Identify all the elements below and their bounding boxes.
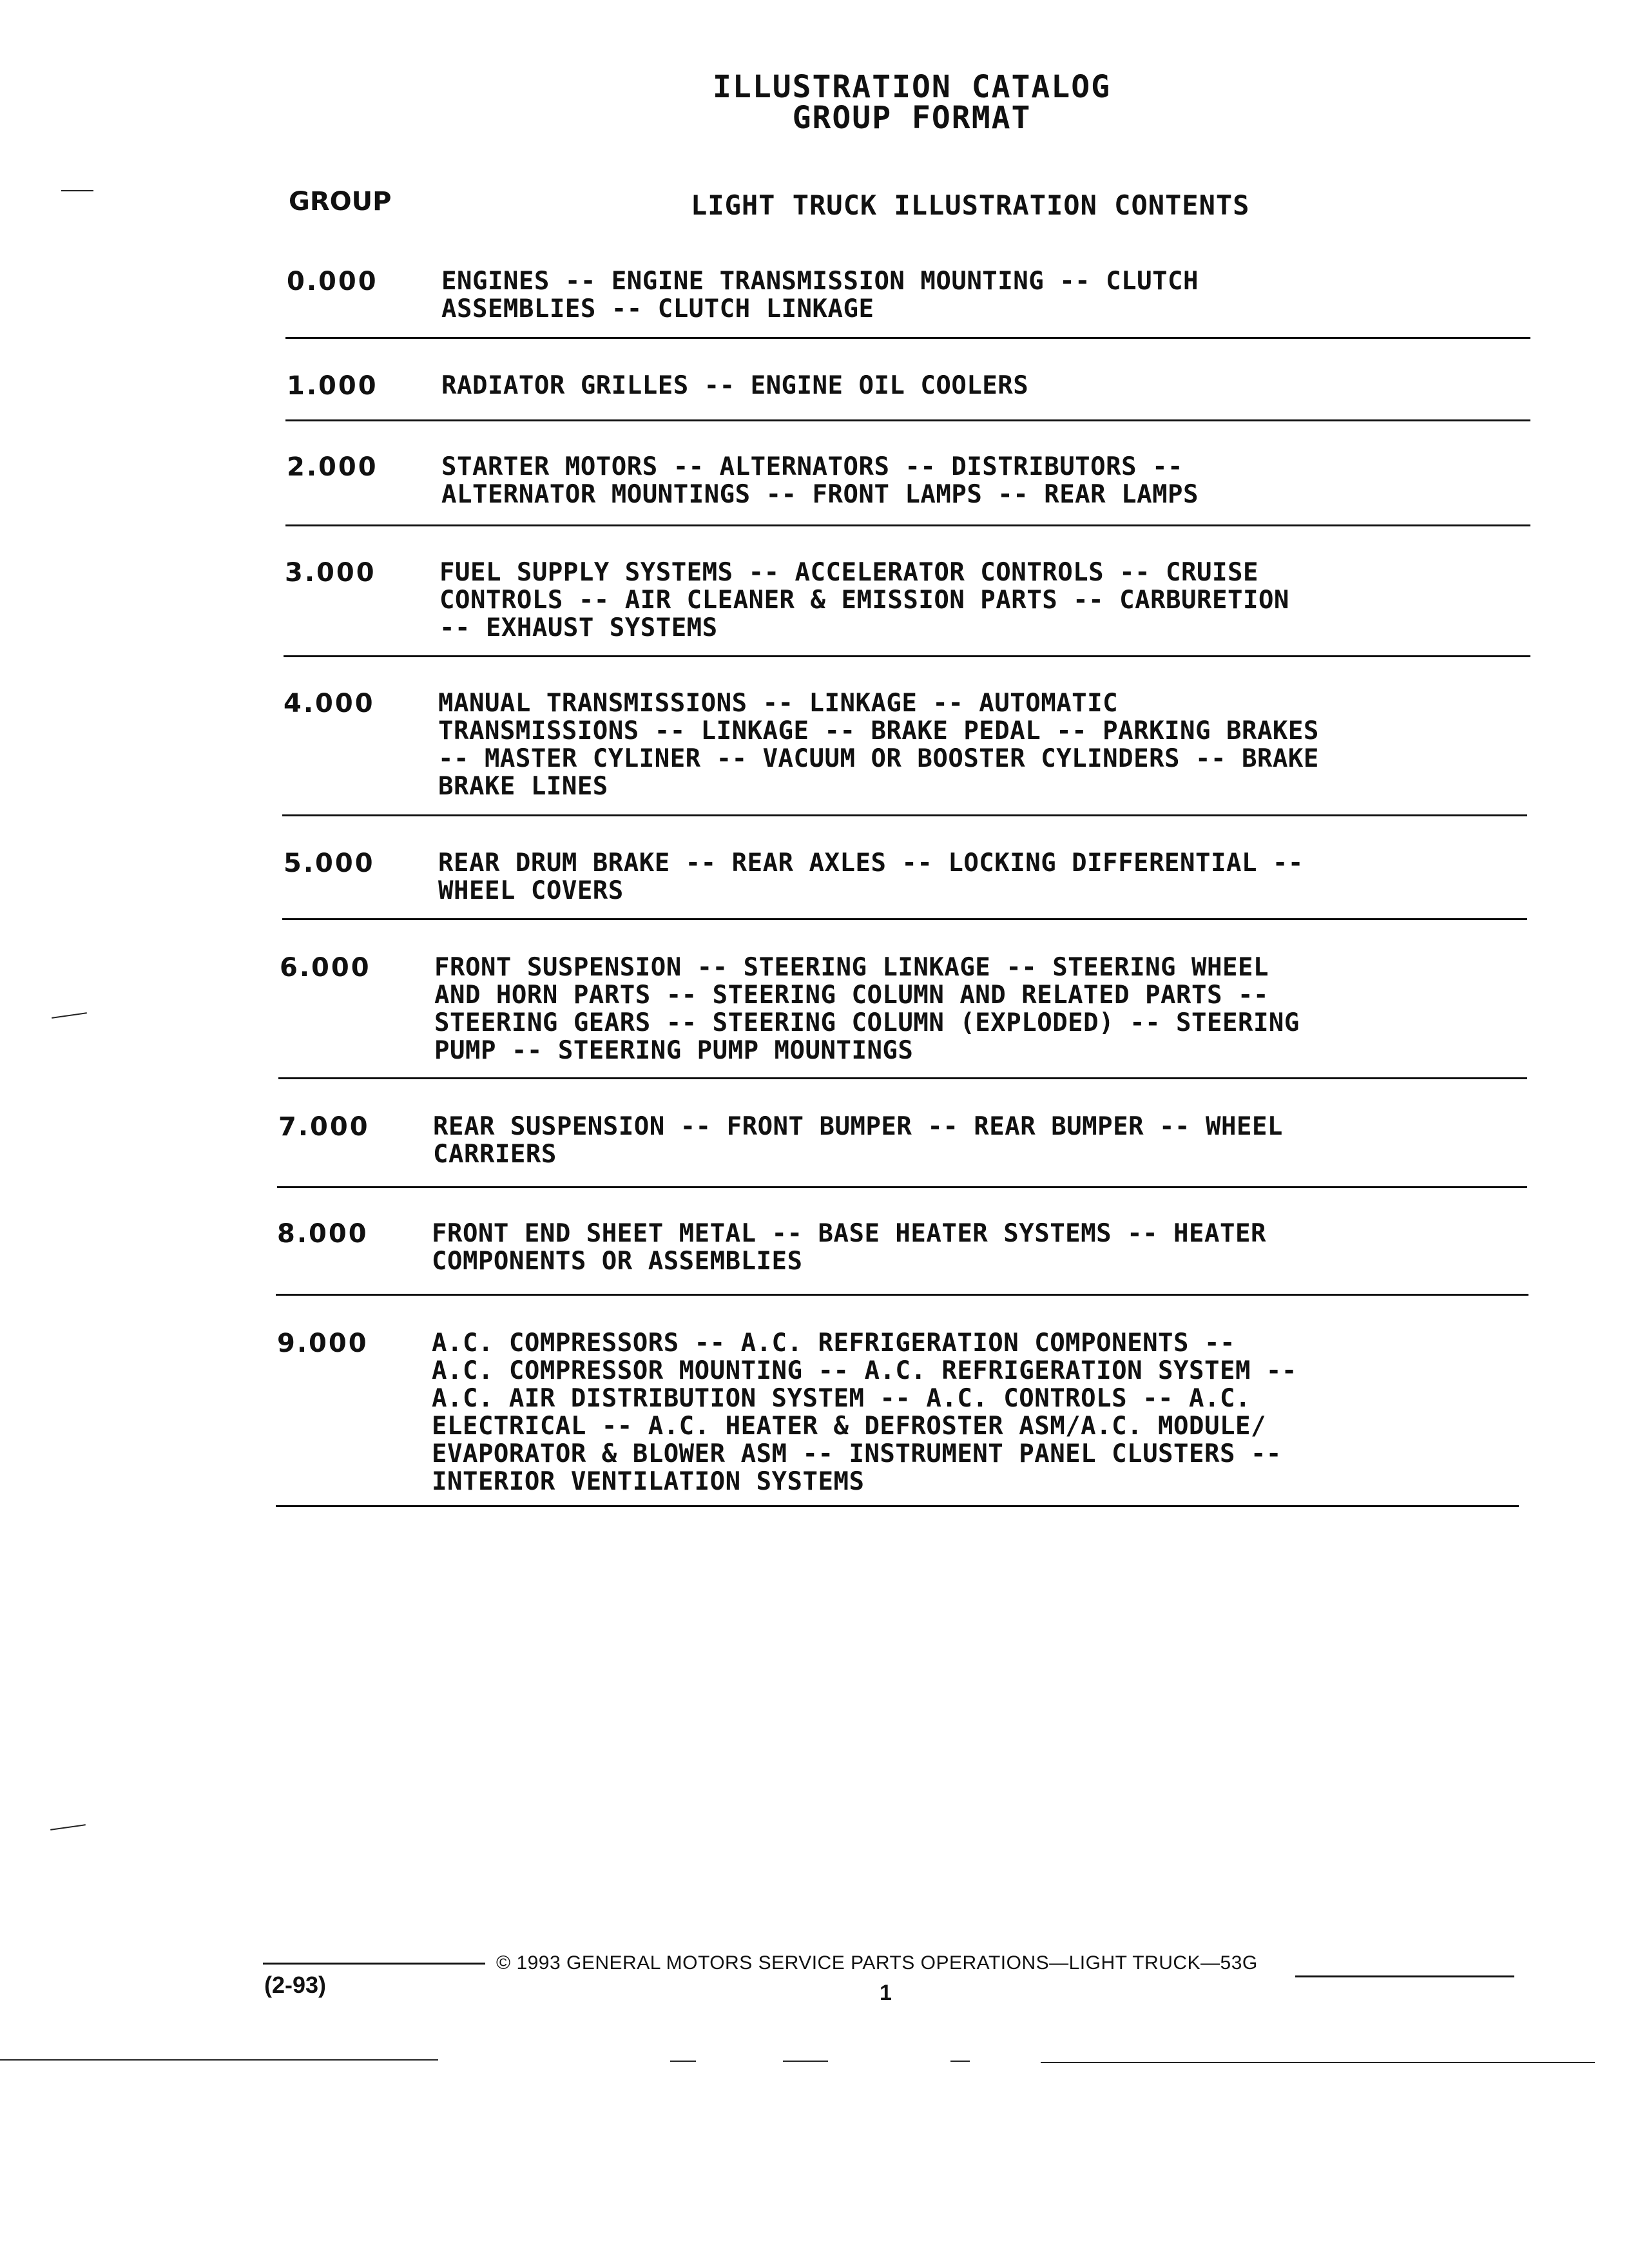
group-description-line: BRAKE LINES: [438, 772, 608, 801]
group-description-line: RADIATOR GRILLES -- ENGINE OIL COOLERS: [441, 371, 1029, 400]
group-description-line: REAR DRUM BRAKE -- REAR AXLES -- LOCKING DIFFERENTIAL --: [438, 849, 1304, 878]
group-description: [441, 453, 1537, 508]
margin-mark: [50, 1824, 86, 1831]
group-description-line: ASSEMBLIES -- CLUTCH LINKAGE: [441, 294, 874, 323]
group-description-line: ENGINES -- ENGINE TRANSMISSION MOUNTING -- CLUTCH: [441, 267, 1199, 296]
group-description: [432, 1220, 1527, 1275]
group-divider: [285, 337, 1530, 339]
scan-line: [670, 2061, 696, 2062]
group-description-line: AND HORN PARTS -- STEERING COLUMN AND RELATED PARTS --: [434, 981, 1269, 1010]
scan-line: [950, 2061, 970, 2062]
group-divider: [285, 524, 1530, 526]
group-description-line: STARTER MOTORS -- ALTERNATORS -- DISTRIBUTORS --: [441, 452, 1184, 481]
group-divider: [277, 1186, 1527, 1188]
group-description-line: FRONT END SHEET METAL -- BASE HEATER SYSTEMS -- HEATER: [432, 1219, 1266, 1248]
group-description-line: ELECTRICAL -- A.C. HEATER & DEFROSTER ASM/A.C. MODULE/: [432, 1412, 1266, 1441]
group-number: 8.000: [277, 1219, 369, 1249]
group-number: 7.000: [278, 1112, 370, 1142]
group-number: 9.000: [277, 1329, 369, 1358]
group-divider: [278, 1077, 1527, 1079]
group-number: 4.000: [284, 689, 375, 718]
group-description-line: EVAPORATOR & BLOWER ASM -- INSTRUMENT PANEL CLUSTERS --: [432, 1439, 1282, 1468]
group-description-line: FUEL SUPPLY SYSTEMS -- ACCELERATOR CONTROLS -- CRUISE: [439, 558, 1258, 587]
group-number: 5.000: [284, 849, 375, 878]
group-description: [438, 849, 1534, 905]
group-divider: [285, 419, 1530, 421]
page-number: 1: [880, 1981, 892, 2005]
margin-mark: [61, 190, 93, 191]
group-description: [434, 954, 1530, 1064]
group-description-line: CONTROLS -- AIR CLEANER & EMISSION PARTS -- CARBURETION: [439, 586, 1289, 615]
footer-rule-right: [1295, 1975, 1514, 1977]
scan-line: [783, 2061, 828, 2062]
page-title: ILLUSTRATION CATALOG: [713, 69, 1111, 105]
group-divider: [276, 1505, 1519, 1507]
group-description-line: -- MASTER CYLINER -- VACUUM OR BOOSTER CYLINDERS -- BRAKE: [438, 744, 1319, 773]
group-number: 2.000: [287, 452, 378, 482]
footer-copyright: © 1993 GENERAL MOTORS SERVICE PARTS OPERATIONS—LIGHT TRUCK—53G: [496, 1952, 1258, 1974]
group-number: 6.000: [280, 953, 371, 983]
group-description-line: CARRIERS: [433, 1140, 557, 1169]
group-divider: [284, 655, 1530, 657]
group-number: 0.000: [287, 267, 378, 296]
group-description-line: A.C. COMPRESSORS -- A.C. REFRIGERATION COMPONENTS --: [432, 1329, 1235, 1358]
group-number: 1.000: [287, 371, 378, 401]
group-description-line: WHEEL COVERS: [438, 876, 624, 905]
page-subtitle: GROUP FORMAT: [792, 100, 1032, 136]
group-divider: [282, 814, 1527, 816]
group-description-line: TRANSMISSIONS -- LINKAGE -- BRAKE PEDAL -- PARKING BRAKES: [438, 716, 1319, 745]
group-description-line: STEERING GEARS -- STEERING COLUMN (EXPLODED) -- STEERING: [434, 1008, 1300, 1037]
group-description: [432, 1329, 1527, 1495]
group-description-line: A.C. COMPRESSOR MOUNTING -- A.C. REFRIGERATION SYSTEM --: [432, 1356, 1297, 1385]
group-description-line: PUMP -- STEERING PUMP MOUNTINGS: [434, 1036, 914, 1065]
group-number: 3.000: [285, 558, 376, 588]
group-description-line: -- EXHAUST SYSTEMS: [439, 613, 718, 642]
footer-date: (2-93): [264, 1972, 327, 1998]
group-description: [441, 267, 1537, 323]
group-divider: [276, 1294, 1528, 1296]
margin-mark: [52, 1012, 87, 1019]
group-description-line: INTERIOR VENTILATION SYSTEMS: [432, 1467, 865, 1496]
group-description: [433, 1113, 1528, 1168]
scan-line: [0, 2059, 438, 2061]
group-description-line: MANUAL TRANSMISSIONS -- LINKAGE -- AUTOMATIC: [438, 689, 1119, 718]
group-column-header: GROUP: [289, 187, 392, 216]
group-description-line: ALTERNATOR MOUNTINGS -- FRONT LAMPS -- REAR LAMPS: [441, 480, 1199, 509]
group-description: [438, 689, 1534, 800]
contents-column-header: LIGHT TRUCK ILLUSTRATION CONTENTS: [691, 189, 1250, 221]
group-description-line: COMPONENTS OR ASSEMBLIES: [432, 1247, 803, 1276]
group-divider: [282, 918, 1527, 920]
group-description: [439, 559, 1535, 642]
group-description: [441, 372, 1537, 399]
group-description-line: A.C. AIR DISTRIBUTION SYSTEM -- A.C. CONTROLS -- A.C.: [432, 1384, 1251, 1413]
footer-rule-left: [263, 1963, 485, 1965]
group-description-line: REAR SUSPENSION -- FRONT BUMPER -- REAR BUMPER -- WHEEL: [433, 1112, 1283, 1141]
scan-line: [1041, 2062, 1595, 2063]
group-description-line: FRONT SUSPENSION -- STEERING LINKAGE -- STEERING WHEEL: [434, 953, 1269, 982]
